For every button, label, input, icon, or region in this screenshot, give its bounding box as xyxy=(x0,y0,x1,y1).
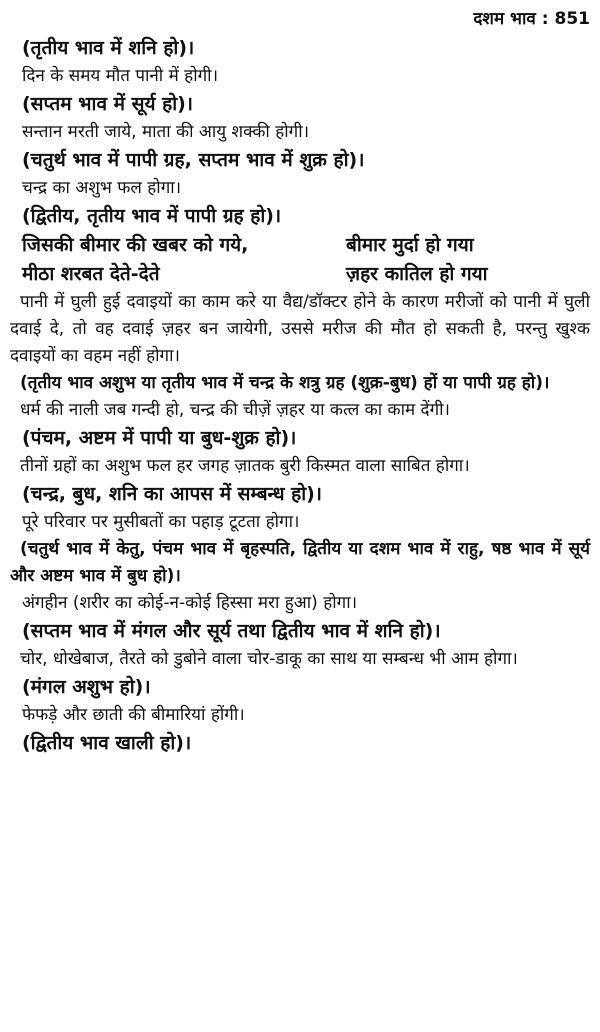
condition-heading: (चन्द्र, बुध, शनि का आपस में सम्बन्ध हो)। xyxy=(22,483,323,505)
result-line: अंगहीन (शरीर का कोई-न-कोई हिस्सा मरा हुआ) होगा। xyxy=(22,593,358,613)
condition-heading: (सप्तम भाव में मंगल और सूर्य तथा द्वितीय भाव में शनि हो)। xyxy=(22,620,441,642)
condition-heading: (सप्तम भाव में सूर्य हो)। xyxy=(22,93,193,115)
condition-heading: (तृतीय भाव में शनि हो)। xyxy=(22,37,195,59)
page-content xyxy=(10,34,590,758)
paragraph: तीनों ग्रहों का अशुभ फल हर जगह ज़ातक बुरी किस्मत वाला साबित होगा। xyxy=(20,456,470,476)
result-line: चन्द्र का अशुभ फल होगा। xyxy=(22,178,182,198)
text-block-2 xyxy=(10,289,590,758)
paragraph: पानी में घुली हुई दवाइयों का काम करे या वैद्य/डॉक्टर होने के कारण मरीजों को पानी में घुली दवाई दे, तो वह दवाई ज़हर बन जायेगी, उससे मरीज की मौत हो सकती है, परन्तु खुश्क दवाइयों का वहम नहीं होगा। xyxy=(10,292,590,366)
couplet-row xyxy=(22,231,590,260)
result-line: सन्तान मरती जाये, माता की आयु शक्की होगी। xyxy=(22,122,310,142)
condition-heading: (पंचम, अष्टम में पापी या बुध-शुक्र हो)। xyxy=(22,427,297,449)
couplet-right: ज़हर कातिल हो गया xyxy=(346,263,488,285)
couplet-row xyxy=(22,260,590,289)
page-header: दशम भाव : 851 xyxy=(473,9,590,29)
condition-heading: (मंगल अशुभ हो)। xyxy=(22,676,151,698)
couplet-left: जिसकी बीमार की खबर को गये, xyxy=(22,234,249,256)
condition-heading: (द्वितीय भाव खाली हो)। xyxy=(22,732,192,754)
result-line: पूरे परिवार पर मुसीबतों का पहाड़ टूटता होगा। xyxy=(22,512,300,532)
couplet-right: बीमार मुर्दा हो गया xyxy=(346,234,474,256)
condition-heading: (द्वितीय, तृतीय भाव में पापी ग्रह हो)। xyxy=(22,205,282,227)
couplet xyxy=(22,231,590,289)
paragraph: चोर, धोखेबाज, तैरते को डुबोने वाला चोर-डाकू का साथ या सम्बन्ध भी आम होगा। xyxy=(20,649,518,669)
condition-heading: (चतुर्थ भाव में पापी ग्रह, सप्तम भाव में शुक्र हो)। xyxy=(22,149,365,171)
couplet-left: मीठा शरबत देते-देते xyxy=(22,263,160,285)
text-block-1 xyxy=(22,34,590,231)
condition-heading: (चतुर्थ भाव में केतु, पंचम भाव में बृहस्पति, द्वितीय या दशम भाव में राहु, षष्ठ भाव में सूर्य और अष्टम भाव में बुध हो)। xyxy=(10,539,590,586)
condition-heading: (तृतीय भाव अशुभ या तृतीय भाव में चन्द्र के शत्रु ग्रह (शुक्र-बुध) हों या पापी ग्रह हो)। xyxy=(20,373,550,393)
result-line: दिन के समय मौत पानी में होगी। xyxy=(22,66,219,86)
paragraph: धर्म की नाली जब गन्दी हो, चन्द्र की चीज़ें ज़हर या कत्ल का काम देंगी। xyxy=(20,400,450,420)
result-line: फेफड़े और छाती की बीमारियां होंगी। xyxy=(22,705,245,725)
